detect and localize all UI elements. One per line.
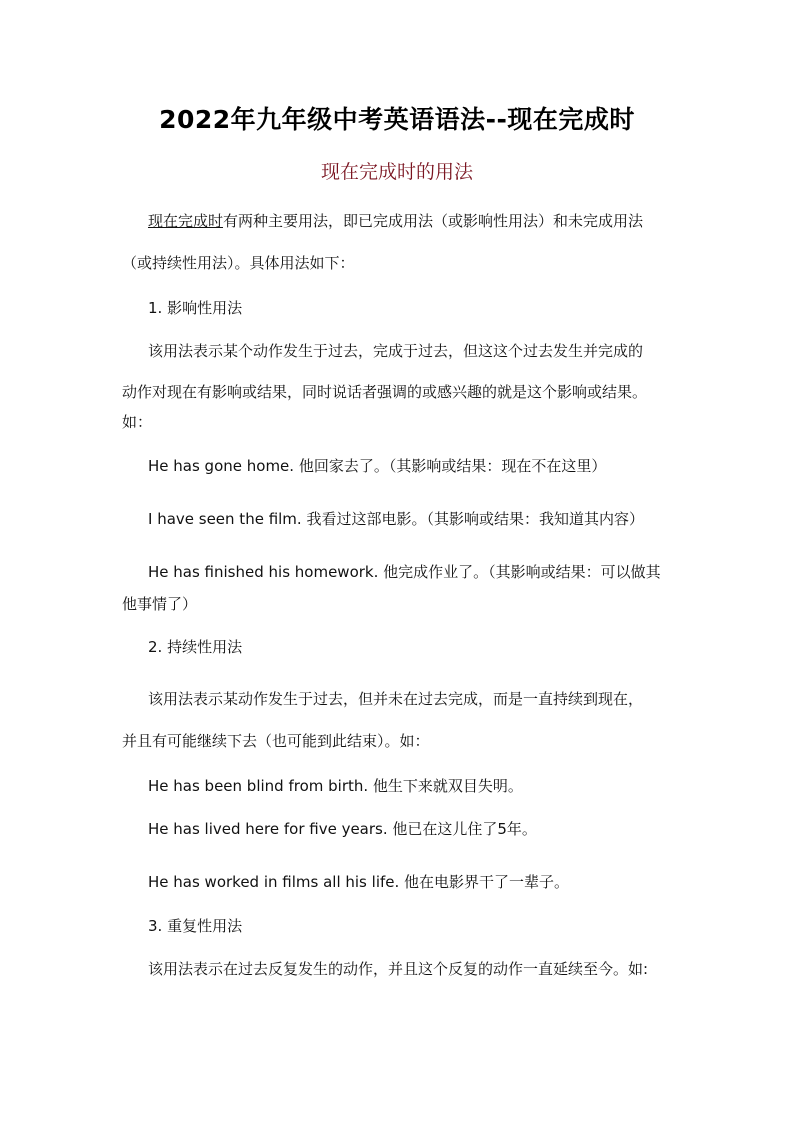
paragraph-line: 如： <box>122 413 153 431</box>
example-sentence: 他事情了） <box>122 595 198 613</box>
section-heading-2: 2. 持续性用法 <box>148 638 243 656</box>
intro-term: 现在完成时 <box>148 212 224 230</box>
example-sentence: He has gone home. 他回家去了。（其影响或结果：现在不在这里） <box>148 457 607 475</box>
paragraph-line: 该用法表示在过去反复发生的动作，并且这个反复的动作一直延续至今。如: <box>148 960 649 978</box>
section-title: 现在完成时的用法 <box>320 161 473 183</box>
paragraph-line: 并且有可能继续下去（也可能到此结束）。如： <box>122 732 430 750</box>
example-sentence: He has finished his homework. 他完成作业了。（其影响或结果：可以做其 <box>148 563 661 581</box>
page-title: 2022年九年级中考英语语法--现在完成时 <box>159 105 635 134</box>
example-sentence: He has been blind from birth. 他生下来就双目失明。 <box>148 777 523 795</box>
intro-line-1-text: 有两种主要用法，即已完成用法（或影响性用法）和未完成用法 <box>223 212 644 230</box>
section-heading-3: 3. 重复性用法 <box>148 917 243 935</box>
section-heading-1: 1. 影响性用法 <box>148 299 243 317</box>
example-sentence: He has worked in films all his life. 他在电影界干了一辈子。 <box>148 873 570 891</box>
intro-line-1 <box>148 210 643 231</box>
example-sentence: He has lived here for five years. 他已在这儿住了5年。 <box>148 820 537 838</box>
example-sentence: I have seen the film. 我看过这部电影。（其影响或结果：我知道其内容） <box>148 510 644 528</box>
paragraph-line: 该用法表示某动作发生于过去，但并未在过去完成，而是一直持续到现在， <box>148 690 644 708</box>
intro-line-2: （或持续性用法）。具体用法如下： <box>122 254 355 272</box>
paragraph-line: 动作对现在有影响或结果，同时说话者强调的或感兴趣的就是这个影响或结果。 <box>122 383 648 401</box>
paragraph-line: 该用法表示某个动作发生于过去，完成于过去，但这这个过去发生并完成的 <box>148 342 644 360</box>
